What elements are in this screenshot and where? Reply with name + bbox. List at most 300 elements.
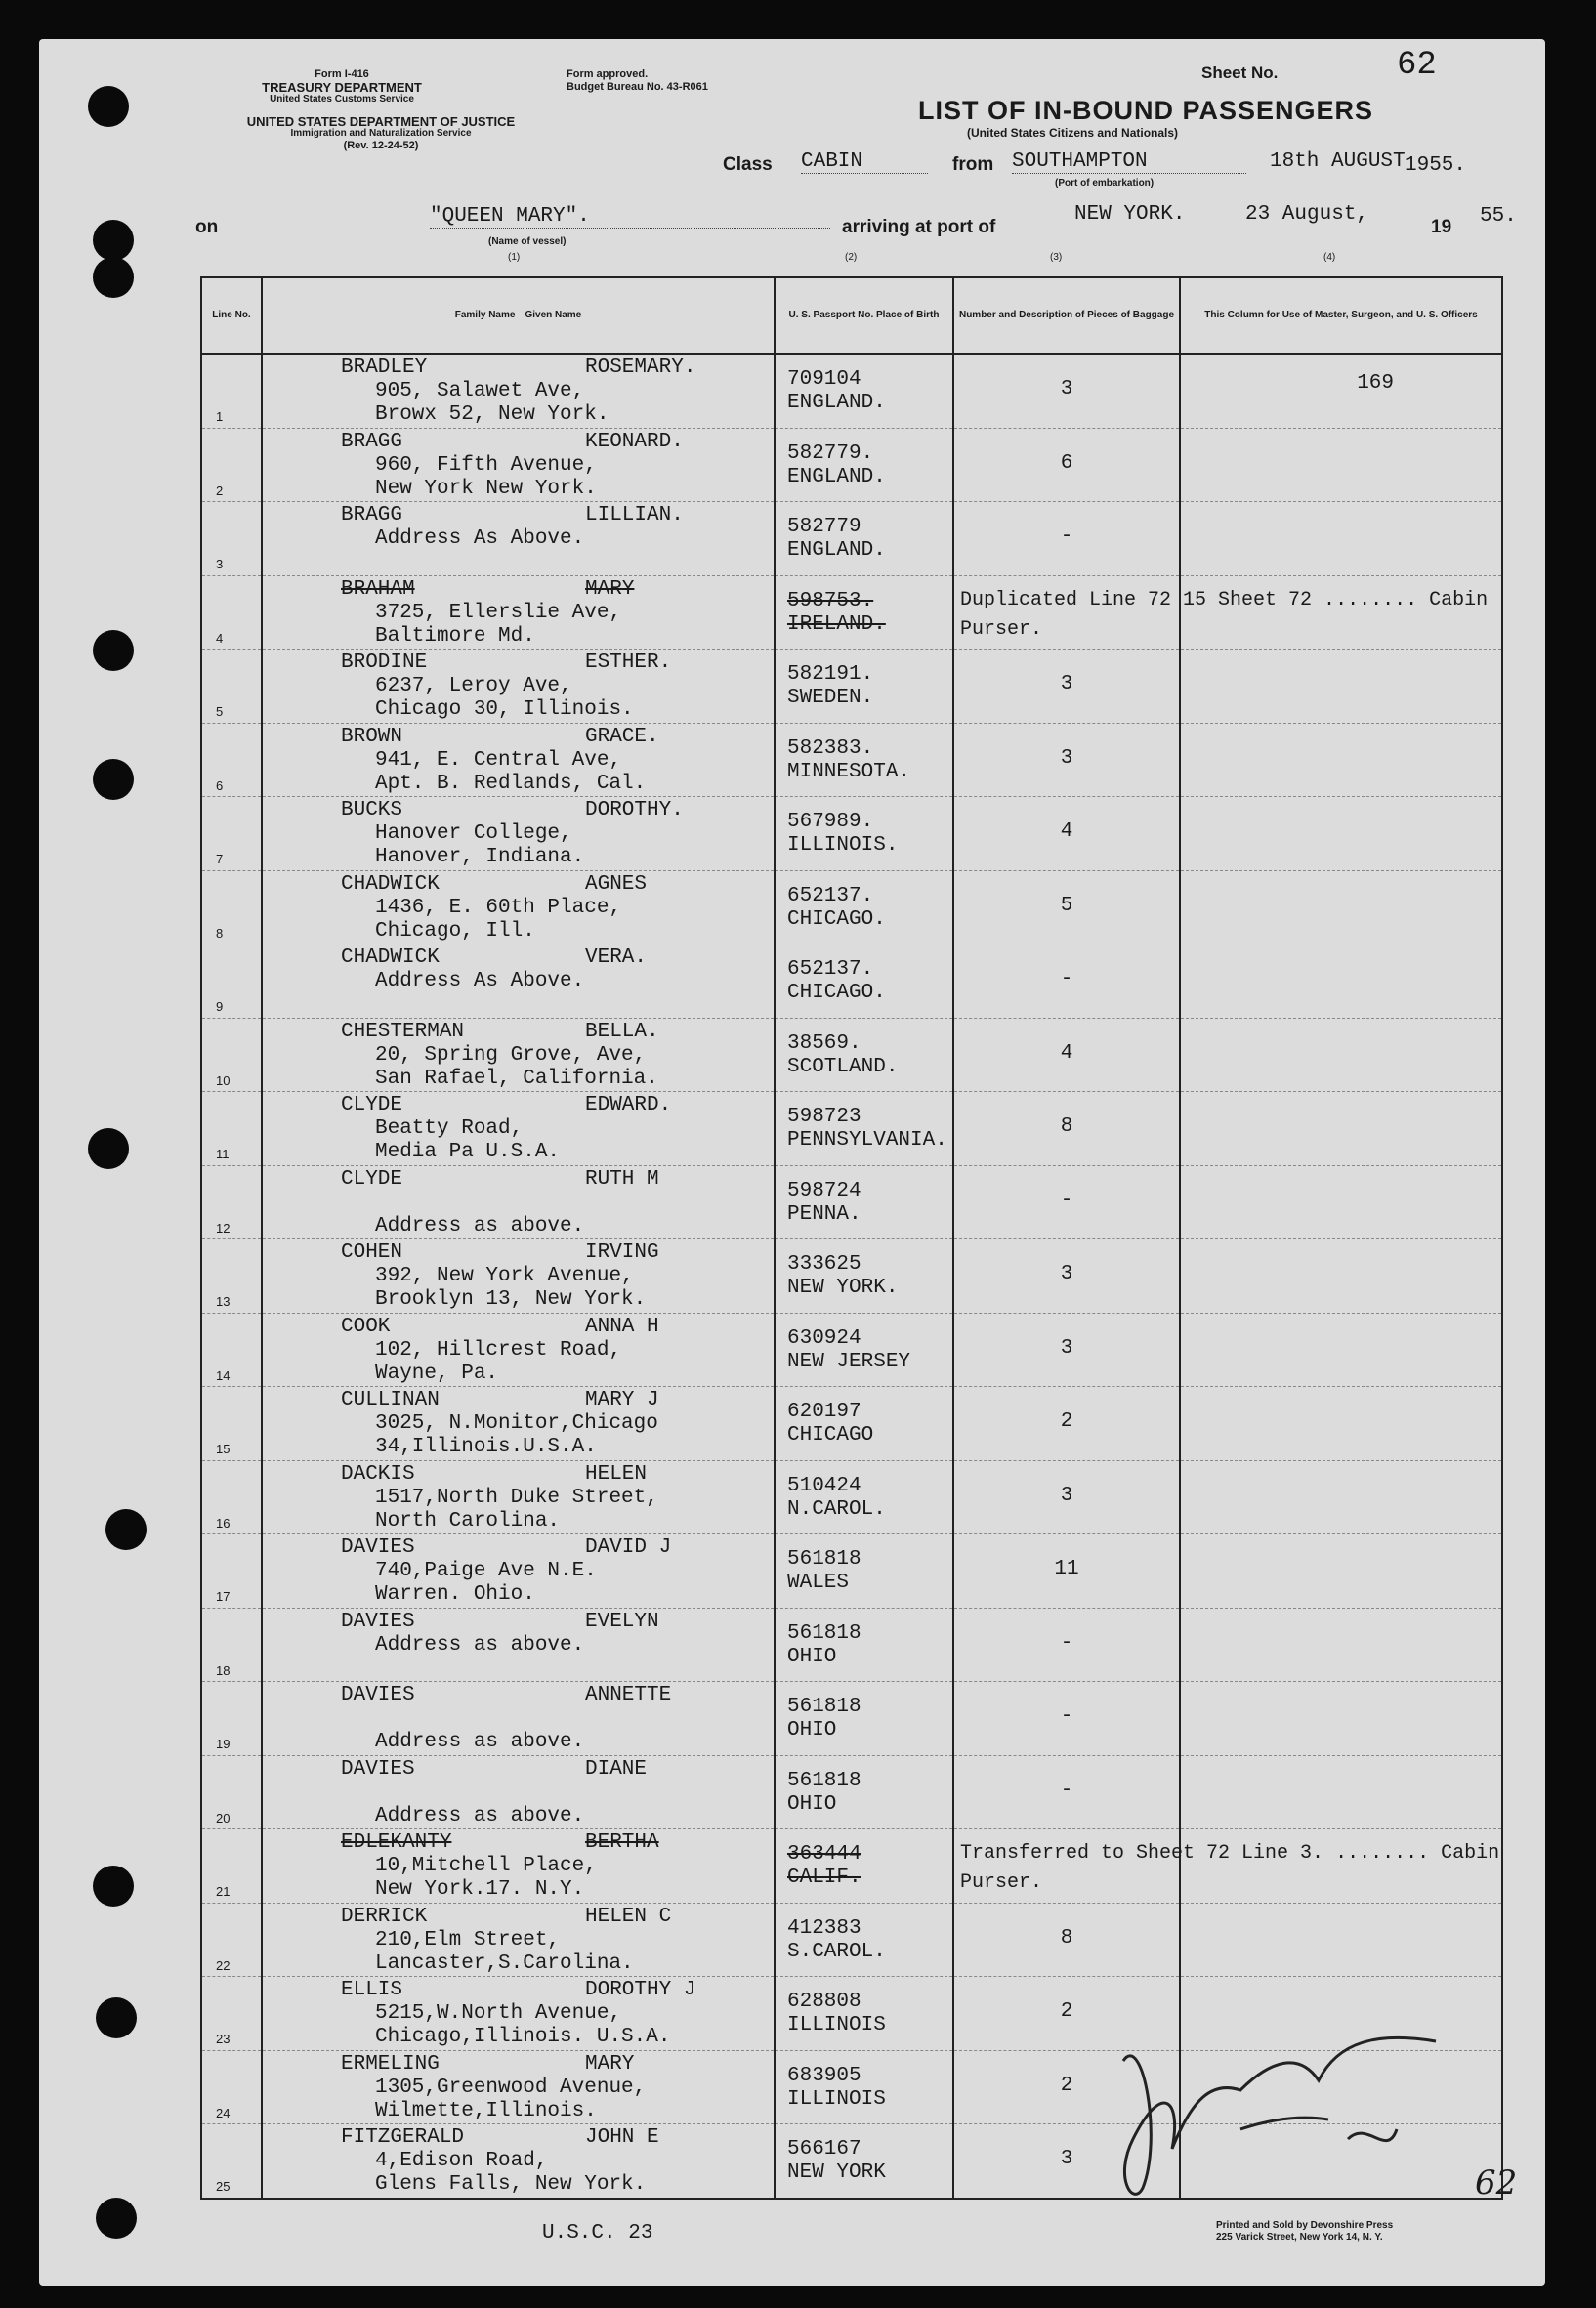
family-name: BRODINE: [341, 651, 428, 674]
table-row: [201, 1460, 1502, 1534]
col-index-1: (1): [508, 252, 521, 263]
name-cell: [262, 1239, 775, 1314]
table-body: [201, 354, 1502, 2199]
family-name: EDLEKANTY: [341, 1831, 452, 1854]
passport-number: 652137.: [787, 884, 874, 907]
passport-number: 582383.: [787, 736, 874, 760]
family-name: COOK: [341, 1315, 391, 1338]
departure-year: 1955.: [1405, 154, 1467, 177]
officer-cell: [1180, 1313, 1502, 1387]
passport-cell: [775, 1460, 953, 1534]
name-cell: [262, 1387, 775, 1461]
officer-cell: [1180, 502, 1502, 576]
table-row: [201, 1165, 1502, 1239]
line-number: 20: [216, 1810, 231, 1825]
line-number-cell: [201, 650, 262, 724]
address-line-1: 392, New York Avenue,: [375, 1265, 634, 1287]
given-name: VERA.: [585, 946, 648, 969]
address-line-1: Address As Above.: [375, 970, 585, 992]
address-line-2: Baltimore Md.: [375, 624, 535, 648]
line-number-cell: [201, 502, 262, 576]
officer-cell: [1180, 1608, 1502, 1682]
family-name: CLYDE: [341, 1094, 403, 1116]
passport-cell: [775, 1239, 953, 1314]
family-name: DAVIES: [341, 1536, 415, 1559]
table-header-row: [201, 277, 1502, 354]
table-row: [201, 502, 1502, 576]
baggage-cell: [953, 1092, 1180, 1166]
given-name: BELLA.: [585, 1020, 659, 1043]
line-number: 16: [216, 1515, 231, 1531]
line-number-cell: [201, 1018, 262, 1092]
place-of-birth: NEW YORK.: [787, 1277, 899, 1299]
address-line-2: Address as above.: [375, 1731, 585, 1753]
arrival-year-prefix: 19: [1431, 217, 1452, 237]
address-line-2: Address as above.: [375, 1214, 585, 1238]
address-line-2: Apt. B. Redlands, Cal.: [375, 772, 647, 795]
arriving-label: arriving at port of: [842, 217, 996, 237]
table-row: [201, 1092, 1502, 1166]
baggage-count: -: [1060, 968, 1073, 990]
port-note: (Port of embarkation): [1055, 178, 1155, 189]
header-line-no: Line No.: [201, 277, 262, 354]
baggage-count: -: [1060, 1705, 1073, 1728]
line-number-cell: [201, 1460, 262, 1534]
passport-cell: [775, 2050, 953, 2124]
treasury-dept: TREASURY DEPARTMENT: [262, 80, 422, 95]
passport-cell: [775, 723, 953, 797]
place-of-birth: MINNESOTA.: [787, 760, 911, 783]
passport-cell: [775, 354, 953, 428]
address-line-1: 3725, Ellerslie Ave,: [375, 601, 622, 624]
passport-number: 561818: [787, 1621, 861, 1645]
name-cell: [262, 797, 775, 871]
address-line-1: Address As Above.: [375, 527, 585, 550]
officer-cell: [1180, 1460, 1502, 1534]
officer-cell: [1180, 1682, 1502, 1756]
passport-number: 510424: [787, 1474, 861, 1497]
place-of-birth: CALIF.: [787, 1867, 861, 1889]
address-line-1: Beatty Road,: [375, 1117, 524, 1140]
sheet-number: 62: [1397, 47, 1437, 84]
passport-cell: [775, 2124, 953, 2199]
baggage-cell: [953, 1239, 1180, 1314]
officer-cell: [1180, 870, 1502, 944]
binder-hole: [93, 220, 134, 261]
document-title: LIST OF IN-BOUND PASSENGERS: [918, 96, 1374, 125]
officer-cell: [1180, 1092, 1502, 1166]
table-row: [201, 1903, 1502, 1977]
baggage-cell: [953, 1534, 1180, 1609]
name-cell: [262, 944, 775, 1019]
passport-cell: [775, 1165, 953, 1239]
passport-cell: [775, 1092, 953, 1166]
family-name: BROWN: [341, 725, 403, 748]
place-of-birth: OHIO: [787, 1645, 837, 1668]
passport-number: 566167: [787, 2138, 861, 2161]
line-number: 22: [216, 1957, 231, 1973]
baggage-cell: [953, 1460, 1180, 1534]
name-cell: [262, 1534, 775, 1609]
baggage-count: 3: [1060, 1484, 1073, 1507]
budget-bureau: Budget Bureau No. 43-R061: [567, 81, 708, 93]
place-of-birth: N.CAROL.: [787, 1497, 886, 1521]
line-number: 17: [216, 1589, 231, 1604]
officer-cell: [1180, 797, 1502, 871]
baggage-count: 2: [1060, 1410, 1073, 1433]
header-passport: U. S. Passport No. Place of Birth: [775, 277, 953, 354]
line-number-cell: [201, 1092, 262, 1166]
passenger-table: [200, 276, 1503, 2200]
baggage-cell: [953, 944, 1180, 1019]
passport-cell: [775, 944, 953, 1019]
class-value: CABIN: [801, 150, 928, 174]
name-cell: [262, 1682, 775, 1756]
baggage-count: -: [1060, 1631, 1073, 1655]
printer-line-2: 225 Varick Street, New York 14, N. Y.: [1216, 2232, 1383, 2243]
baggage-count: 2: [1060, 2000, 1073, 2023]
baggage-count: 4: [1060, 820, 1073, 843]
passport-number: 582779.: [787, 441, 874, 465]
baggage-cell: [953, 575, 1489, 650]
baggage-cell: [953, 723, 1180, 797]
table-row: [201, 944, 1502, 1019]
vessel-name: "QUEEN MARY".: [430, 205, 830, 229]
place-of-birth: WALES: [787, 1572, 850, 1594]
officer-cell: [1180, 1018, 1502, 1092]
arrival-port: NEW YORK.: [1074, 203, 1186, 226]
name-cell: [262, 1092, 775, 1166]
place-of-birth: SWEDEN.: [787, 687, 874, 709]
port-of-embarkation: SOUTHAMPTON: [1012, 150, 1246, 174]
line-number-cell: [201, 1682, 262, 1756]
passport-number: 652137.: [787, 958, 874, 981]
baggage-cell: [953, 870, 1180, 944]
officer-cell: [1180, 1239, 1502, 1314]
line-number: 15: [216, 1442, 231, 1456]
address-line-1: 5215,W.North Avenue,: [375, 2002, 622, 2025]
baggage-cell: [953, 1829, 1500, 1904]
header-officers: This Column for Use of Master, Surgeon, and U. S. Officers: [1180, 277, 1502, 354]
address-line-1: 20, Spring Grove, Ave,: [375, 1043, 647, 1067]
binder-hole: [93, 759, 134, 800]
address-line-2: Wayne, Pa.: [375, 1362, 499, 1385]
binder-hole: [88, 1128, 129, 1169]
header-name: Family Name—Given Name: [262, 277, 775, 354]
line-number-cell: [201, 1239, 262, 1314]
line-number-cell: [201, 2050, 262, 2124]
class-label: Class: [723, 154, 773, 175]
officer-cell: [1180, 1829, 1502, 1904]
line-number-cell: [201, 1903, 262, 1977]
sheet-label: Sheet No.: [1201, 63, 1279, 82]
place-of-birth: ENGLAND.: [787, 392, 886, 414]
place-of-birth: ILLINOIS: [787, 2014, 886, 2036]
baggage-cell: [953, 354, 1180, 428]
officer-cell: [1180, 650, 1502, 724]
address-line-1: 102, Hillcrest Road,: [375, 1338, 622, 1362]
table-row: [201, 650, 1502, 724]
address-line-1: 960, Fifth Avenue,: [375, 453, 597, 477]
given-name: DIANE: [585, 1757, 648, 1781]
family-name: BRAGG: [341, 430, 403, 453]
baggage-count: 4: [1060, 1041, 1073, 1065]
family-name: ERMELING: [341, 2052, 440, 2076]
address-line-1: Address as above.: [375, 1633, 585, 1657]
name-cell: [262, 354, 775, 428]
name-cell: [262, 2050, 775, 2124]
line-number-cell: [201, 870, 262, 944]
baggage-cell: [953, 1608, 1180, 1682]
line-number-cell: [201, 1755, 262, 1829]
baggage-count: 3: [1060, 746, 1073, 770]
line-number: 14: [216, 1367, 231, 1383]
address-line-1: 941, E. Central Ave,: [375, 748, 622, 772]
family-name: BRAHAM: [341, 577, 415, 601]
passport-cell: [775, 1534, 953, 1609]
line-number-cell: [201, 1387, 262, 1461]
name-cell: [262, 428, 775, 502]
passport-cell: [775, 502, 953, 576]
officer-cell: [1180, 1903, 1502, 1977]
officer-cell: [1180, 944, 1502, 1019]
ins-title: Immigration and Naturalization Service: [290, 128, 472, 139]
passport-number: 582779: [787, 516, 861, 538]
address-line-2: Warren. Ohio.: [375, 1583, 535, 1606]
given-name: AGNES: [585, 872, 648, 896]
family-name: FITZGERALD: [341, 2126, 465, 2149]
officer-cell: [1180, 575, 1502, 650]
place-of-birth: CHICAGO.: [787, 907, 886, 931]
officer-mark: 169: [1357, 372, 1394, 395]
family-name: BRAGG: [341, 504, 403, 526]
doj-title: UNITED STATES DEPARTMENT OF JUSTICE: [246, 114, 516, 129]
address-line-1: 740,Paige Ave N.E.: [375, 1560, 597, 1582]
given-name: DOROTHY J: [585, 1979, 696, 2001]
passport-number: 561818: [787, 1548, 861, 1571]
passport-cell: [775, 797, 953, 871]
given-name: EDWARD.: [585, 1094, 672, 1116]
line-number: 1: [216, 409, 224, 424]
address-line-2: Wilmette,Illinois.: [375, 2099, 597, 2122]
baggage-count: -: [1060, 525, 1073, 548]
address-line-2: Media Pa U.S.A.: [375, 1141, 561, 1163]
passport-cell: [775, 1313, 953, 1387]
address-line-2: New York New York.: [375, 477, 597, 500]
line-number-cell: [201, 2124, 262, 2199]
printer-block: [1216, 2220, 1393, 2244]
baggage-cell: [953, 1903, 1180, 1977]
given-name: ANNETTE: [585, 1684, 672, 1706]
place-of-birth: ILLINOIS: [787, 2087, 886, 2111]
baggage-count: 11: [1054, 1558, 1079, 1580]
table-row: [201, 797, 1502, 871]
given-name: EVELYN: [585, 1610, 659, 1633]
usc-number: U.S.C. 23: [542, 2222, 653, 2245]
line-number: 8: [216, 925, 224, 941]
given-name: MARY: [585, 2052, 635, 2076]
given-name: DOROTHY.: [585, 799, 684, 821]
family-name: DAVIES: [341, 1757, 415, 1781]
family-name: COHEN: [341, 1241, 403, 1264]
line-number: 5: [216, 704, 224, 719]
baggage-count: 8: [1060, 1115, 1073, 1138]
address-line-1: 3025, N.Monitor,Chicago: [375, 1412, 658, 1435]
line-number: 19: [216, 1737, 231, 1751]
family-name: DERRICK: [341, 1905, 428, 1928]
line-number: 9: [216, 999, 224, 1014]
table-row: [201, 1534, 1502, 1609]
binder-hole: [96, 2198, 137, 2239]
address-line-2: Browx 52, New York.: [375, 403, 609, 426]
name-cell: [262, 2124, 775, 2199]
place-of-birth: OHIO: [787, 1792, 837, 1816]
baggage-count: 3: [1060, 2148, 1073, 2170]
passport-number: 412383: [787, 1916, 861, 1940]
printer-line-1: Printed and Sold by Devonshire Press: [1216, 2220, 1394, 2231]
line-number: 7: [216, 852, 224, 866]
line-number-cell: [201, 428, 262, 502]
line-number-cell: [201, 723, 262, 797]
baggage-count: 3: [1060, 1336, 1073, 1360]
place-of-birth: ENGLAND.: [787, 465, 886, 488]
baggage-count: 2: [1060, 2074, 1073, 2097]
address-line-1: 6237, Leroy Ave,: [375, 675, 572, 697]
given-name: BERTHA: [585, 1831, 659, 1854]
binder-hole: [96, 1997, 137, 2038]
baggage-cell: [953, 1682, 1180, 1756]
form-approved: Form approved.: [567, 68, 649, 80]
baggage-cell: [953, 1018, 1180, 1092]
line-number: 21: [216, 1884, 231, 1899]
table-row: [201, 1313, 1502, 1387]
place-of-birth: S.CAROL.: [787, 1940, 886, 1963]
family-name: CHESTERMAN: [341, 1020, 465, 1043]
passport-cell: [775, 1829, 953, 1904]
baggage-cell: [953, 1165, 1180, 1239]
table-row: [201, 1018, 1502, 1092]
address-line-1: 1436, E. 60th Place,: [375, 896, 622, 919]
table-row: [201, 1682, 1502, 1756]
given-name: ESTHER.: [585, 651, 672, 674]
name-cell: [262, 575, 775, 650]
place-of-birth: NEW JERSEY: [787, 1350, 911, 1373]
header-baggage: Number and Description of Pieces of Baggage: [953, 277, 1180, 354]
officer-note: Transferred to Sheet 72 Line 3. ........ Cabin Purser.: [960, 1842, 1500, 1894]
passport-number: 598723: [787, 1106, 861, 1128]
officer-cell: [1180, 1387, 1502, 1461]
name-cell: [262, 1460, 775, 1534]
baggage-count: 3: [1060, 1263, 1073, 1285]
address-line-2: Hanover, Indiana.: [375, 846, 585, 868]
passport-number: 709104: [787, 368, 861, 391]
address-line-1: 10,Mitchell Place,: [375, 1855, 597, 1877]
passport-number: 683905: [787, 2064, 861, 2087]
table-row: [201, 1608, 1502, 1682]
form-block: [195, 68, 488, 105]
arrival-year: 55.: [1480, 205, 1517, 228]
name-cell: [262, 1313, 775, 1387]
name-cell: [262, 1755, 775, 1829]
place-of-birth: PENNSYLVANIA.: [787, 1129, 947, 1152]
passport-cell: [775, 1682, 953, 1756]
table-row: [201, 1387, 1502, 1461]
officer-cell: [1180, 428, 1502, 502]
given-name: KEONARD.: [585, 430, 684, 453]
family-name: DACKIS: [341, 1462, 415, 1486]
baggage-count: -: [1060, 1779, 1073, 1802]
given-name: RUTH M: [585, 1167, 659, 1191]
address-line-1: 210,Elm Street,: [375, 1928, 561, 1951]
baggage-cell: [953, 428, 1180, 502]
line-number: 11: [216, 1147, 230, 1161]
col-index-3: (3): [1050, 252, 1063, 263]
address-line-1: 4,Edison Road,: [375, 2150, 548, 2172]
name-cell: [262, 1165, 775, 1239]
table-row: [201, 428, 1502, 502]
passport-cell: [775, 650, 953, 724]
address-line-1: Hanover College,: [375, 822, 572, 845]
passport-cell: [775, 1608, 953, 1682]
given-name: DAVID J: [585, 1536, 672, 1559]
address-line-2: Lancaster,S.Carolina.: [375, 1951, 634, 1975]
passport-number: 561818: [787, 1769, 861, 1792]
on-label: on: [195, 217, 219, 237]
baggage-count: 8: [1060, 1926, 1073, 1950]
passport-number: 582191.: [787, 663, 874, 686]
given-name: JOHN E: [585, 2126, 659, 2149]
line-number: 25: [216, 2179, 231, 2194]
family-name: CULLINAN: [341, 1389, 440, 1411]
col-index-2: (2): [845, 252, 858, 263]
name-cell: [262, 1608, 775, 1682]
line-number-cell: [201, 797, 262, 871]
place-of-birth: PENNA.: [787, 1202, 861, 1226]
address-line-2: New York.17. N.Y.: [375, 1878, 585, 1901]
customs-service: United States Customs Service: [270, 94, 414, 105]
binder-hole: [88, 86, 129, 127]
given-name: IRVING: [585, 1241, 659, 1264]
doj-block: [195, 115, 567, 152]
name-cell: [262, 1018, 775, 1092]
line-number-cell: [201, 1313, 262, 1387]
officer-cell: [1180, 354, 1502, 428]
line-number-cell: [201, 354, 262, 428]
col-index-4: (4): [1323, 252, 1336, 263]
address-line-1: 905, Salawet Ave,: [375, 380, 585, 402]
line-number-cell: [201, 1977, 262, 2051]
given-name: ANNA H: [585, 1315, 659, 1338]
family-name: CHADWICK: [341, 872, 440, 896]
address-line-2: 34,Illinois.U.S.A.: [375, 1436, 597, 1458]
name-cell: [262, 1977, 775, 2051]
officer-cell: [1180, 1534, 1502, 1609]
from-label: from: [952, 154, 994, 175]
baggage-count: -: [1060, 1189, 1073, 1212]
line-number: 10: [216, 1072, 231, 1088]
line-number-cell: [201, 944, 262, 1019]
address-line-2: San Rafael, California.: [375, 1067, 658, 1090]
baggage-cell: [953, 1387, 1180, 1461]
baggage-count: 3: [1060, 378, 1073, 400]
place-of-birth: CHICAGO.: [787, 982, 886, 1004]
table-row: [201, 870, 1502, 944]
line-number-cell: [201, 575, 262, 650]
family-name: BRADLEY: [341, 357, 428, 379]
baggage-count: 6: [1060, 451, 1073, 475]
passport-number: 598724: [787, 1179, 861, 1202]
passport-cell: [775, 1387, 953, 1461]
